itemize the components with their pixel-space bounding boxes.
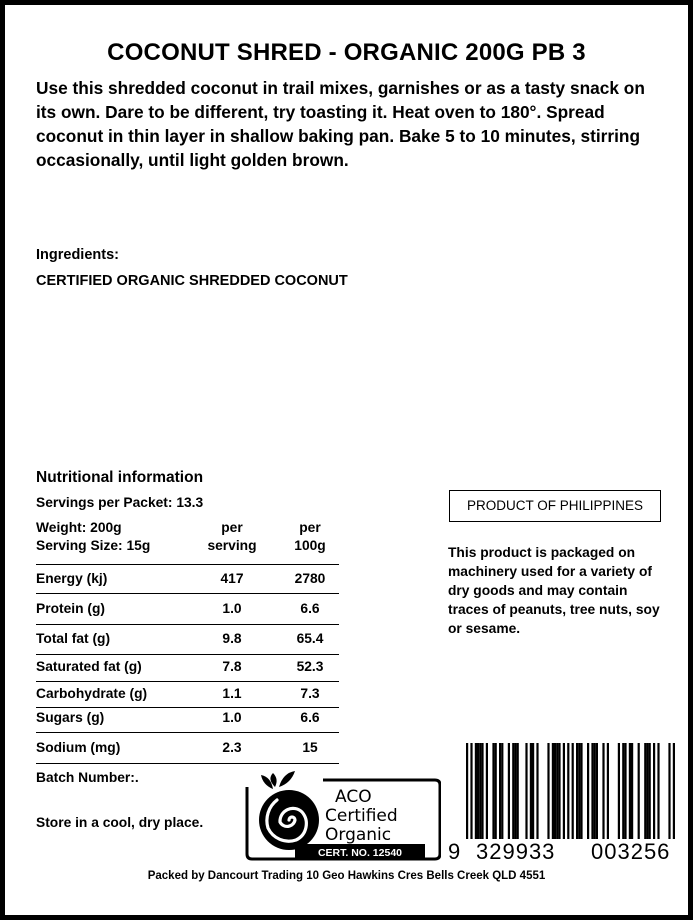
nutrient-name: Energy (kj) — [36, 571, 108, 586]
nutrient-per-100g: 6.6 — [300, 601, 320, 616]
weight-serving-info — [36, 519, 150, 555]
barcode-bar — [475, 743, 477, 843]
barcode-bar — [622, 743, 624, 843]
nutrient-name: Total fat (g) — [36, 631, 111, 646]
barcode-bar — [525, 743, 527, 843]
barcode-bar — [556, 743, 558, 843]
usage-description: Use this shredded coconut in trail mixes, garnishes or as a tasty snack on its own. Dare to be different, try toasting it. Heat oven to 180°. Spread coconut in thin layer in shallow baking pan. Bake 5 to 10 minutes, stirring occasionally, until light golden brown. — [36, 78, 645, 170]
product-title: COCONUT SHRED - ORGANIC 200G PB 3 — [107, 39, 586, 66]
nutrition-row-sugars — [36, 708, 339, 733]
aco-cert-number: CERT. NO. 12540 — [317, 847, 403, 859]
storage-instructions: Store in a cool, dry place. — [36, 815, 204, 830]
nutrition-row-sodium — [36, 733, 339, 764]
aco-text-line3: Organic — [325, 825, 392, 845]
barcode-bar — [638, 743, 640, 843]
per-100g-header-line2: 100g — [294, 538, 326, 553]
barcode-bar — [594, 743, 596, 843]
barcode-bar — [563, 743, 565, 843]
nutrient-per-100g: 15 — [302, 740, 318, 755]
nutrient-per-serving: 1.0 — [222, 710, 242, 725]
nutrient-per-serving: 1.0 — [222, 601, 242, 616]
barcode-bar — [552, 743, 554, 843]
barcode-bar — [596, 743, 598, 843]
barcode-bar — [512, 743, 514, 843]
aco-logo-graphic — [245, 765, 441, 861]
barcode-first-digit: 9 — [448, 839, 462, 864]
nutrition-table — [36, 518, 339, 764]
barcode-bar — [514, 743, 516, 843]
barcode-bar — [517, 743, 519, 843]
barcode-bar — [558, 743, 560, 843]
barcode-left-group: 329933 — [476, 839, 556, 864]
product-label — [5, 5, 688, 915]
nutrient-name: Sugars (g) — [36, 710, 105, 725]
nutrition-row-total-fat — [36, 625, 339, 655]
aco-certified-organic-logo — [245, 765, 441, 861]
barcode-bar — [587, 743, 589, 843]
ingredients-list: CERTIFIED ORGANIC SHREDDED COCONUT — [36, 273, 348, 289]
nutrient-per-serving: 2.3 — [222, 740, 242, 755]
barcode-bar — [653, 743, 655, 843]
barcode-bar — [499, 743, 501, 843]
barcode-bar — [629, 743, 631, 843]
nutrient-per-serving: 417 — [220, 571, 244, 586]
packer-address: Packed by Dancourt Trading 10 Geo Hawkins Cres Bells Creek QLD 4551 — [147, 870, 546, 882]
barcode-bar — [492, 743, 494, 843]
barcode-bar — [486, 743, 488, 843]
aco-text-line2: Certified — [325, 806, 398, 826]
barcode-bar — [646, 743, 648, 843]
per-100g-header-line1: per — [299, 520, 321, 535]
barcode-bar — [530, 743, 532, 843]
barcode-bar — [607, 743, 609, 843]
barcode-right-group: 003256 — [591, 839, 671, 864]
country-of-origin: PRODUCT OF PHILIPPINES — [449, 490, 661, 522]
nutrient-name: Protein (g) — [36, 601, 105, 616]
barcode-bar — [657, 743, 659, 843]
barcode-bar — [477, 743, 479, 843]
nutrient-name: Carbohydrate (g) — [36, 686, 148, 701]
nutrient-name: Saturated fat (g) — [36, 659, 142, 674]
barcode-bar — [481, 743, 483, 843]
nutrient-name: Sodium (mg) — [36, 740, 121, 755]
nutrient-per-100g: 7.3 — [300, 686, 320, 701]
per-serving-header-line2: serving — [207, 538, 257, 553]
barcode-bar — [624, 743, 626, 843]
per-serving-header-line1: per — [221, 520, 243, 535]
barcode — [448, 743, 685, 867]
nutrient-per-serving: 9.8 — [222, 631, 242, 646]
nutrient-per-serving: 1.1 — [222, 686, 242, 701]
aco-text-line1: ACO — [335, 787, 372, 807]
batch-number: Batch Number:. — [36, 770, 139, 785]
barcode-bar — [618, 743, 620, 843]
nutrient-per-100g: 52.3 — [296, 659, 324, 674]
barcode-bar — [501, 743, 503, 843]
nutrient-per-100g: 6.6 — [300, 710, 320, 725]
weight-label: Weight: 200g — [36, 520, 122, 535]
nutrition-table-header — [36, 518, 339, 565]
barcode-bar — [631, 743, 633, 843]
servings-per-packet: Servings per Packet: 13.3 — [36, 495, 204, 510]
nutrition-row-protein — [36, 594, 339, 625]
nutrient-per-100g: 2780 — [294, 571, 326, 586]
barcode-number — [448, 839, 685, 865]
barcode-bar — [547, 743, 549, 843]
nutrition-row-carbohydrate — [36, 682, 339, 708]
barcode-bar — [554, 743, 556, 843]
barcode-bar — [508, 743, 510, 843]
barcode-bar — [536, 743, 538, 843]
nutrition-row-saturated-fat — [36, 655, 339, 682]
ingredients-heading: Ingredients: — [36, 247, 119, 263]
barcode-bar — [479, 743, 481, 843]
barcode-bar — [591, 743, 593, 843]
barcode-bar — [649, 743, 651, 843]
nutrition-heading: Nutritional information — [36, 469, 204, 486]
serving-size-label: Serving Size: 15g — [36, 538, 151, 553]
per-serving-header — [193, 519, 271, 555]
barcode-bar — [578, 743, 580, 843]
barcode-bar — [495, 743, 497, 843]
per-100g-header — [279, 519, 341, 555]
barcode-bar — [576, 743, 578, 843]
nutrient-per-serving: 7.8 — [222, 659, 242, 674]
barcode-bar — [602, 743, 604, 843]
nutrition-row-energy — [36, 565, 339, 594]
barcode-bar — [532, 743, 534, 843]
nutrient-per-100g: 65.4 — [296, 631, 324, 646]
allergen-statement: This product is packaged on machinery used for a variety of dry goods and may contain traces of peanuts, tree nuts, soy or sesame. — [448, 545, 660, 636]
barcode-bar — [580, 743, 582, 843]
barcode-bar — [644, 743, 646, 843]
